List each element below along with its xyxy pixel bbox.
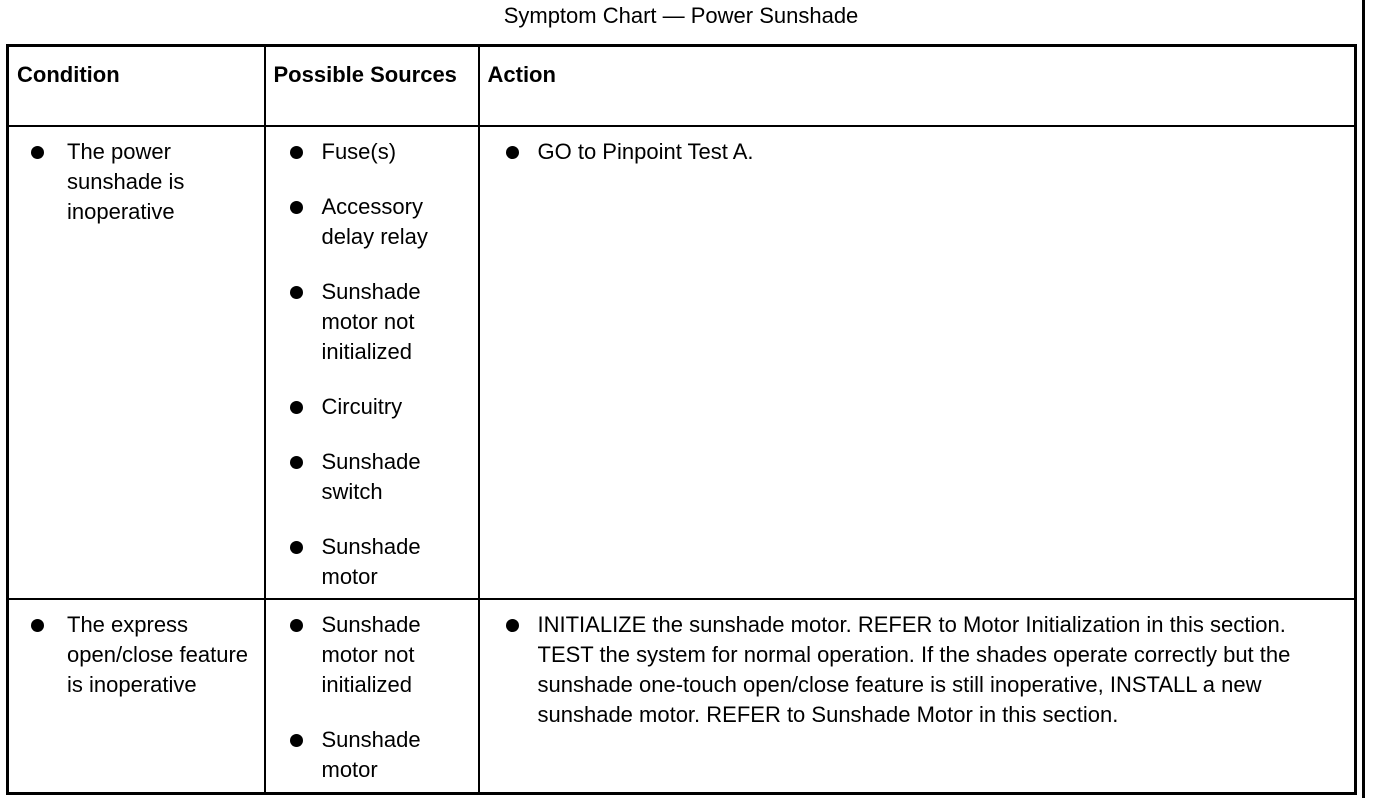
page-border-line	[1362, 0, 1365, 798]
source-text: Sunshade motor	[321, 726, 421, 782]
bullet-icon	[290, 734, 303, 747]
chart-caption: Symptom Chart — Power Sunshade	[503, 3, 859, 28]
action-text: INITIALIZE the sunshade motor. REFER to Motor Initialization in this section. TEST the system for normal operation. If the shades operate correctly but the sunshade one-touch open/close feature is still inoperative, INSTALL a new sunshade motor. REFER to Sunshade Motor in this section.	[537, 611, 1291, 727]
list-item	[266, 392, 478, 422]
source-text: Fuse(s)	[321, 138, 397, 164]
column-header-action: Action	[479, 46, 1356, 126]
bullet-icon	[290, 456, 303, 469]
bullet-icon	[290, 201, 303, 214]
condition-text: The express open/close feature is inoperative	[67, 611, 249, 697]
condition-cell	[8, 126, 265, 599]
table-row	[8, 126, 1356, 599]
table-header-row	[8, 46, 1356, 126]
source-text: Sunshade switch	[321, 448, 421, 504]
bullet-icon	[290, 619, 303, 632]
list-item	[266, 610, 478, 700]
bullet-icon	[31, 146, 44, 159]
column-header-possible-sources: Possible Sources	[265, 46, 479, 126]
possible-sources-cell	[265, 599, 479, 794]
action-cell	[479, 599, 1356, 794]
list-item	[480, 137, 1355, 167]
bullet-icon	[506, 619, 519, 632]
condition-text: The power sunshade is inoperative	[67, 138, 185, 224]
list-item	[9, 137, 264, 227]
list-item	[266, 277, 478, 367]
list-item	[266, 532, 478, 592]
condition-cell	[8, 599, 265, 794]
table-row	[8, 599, 1356, 794]
source-text: Circuitry	[321, 393, 403, 419]
bullet-icon	[290, 401, 303, 414]
bullet-icon	[31, 619, 44, 632]
source-text: Sunshade motor not initialized	[321, 278, 421, 364]
list-item	[9, 610, 264, 700]
list-item	[266, 447, 478, 507]
list-item	[266, 725, 478, 785]
list-item	[266, 137, 478, 167]
bullet-icon	[290, 146, 303, 159]
bullet-icon	[290, 541, 303, 554]
symptom-chart-table	[6, 44, 1357, 795]
list-item	[480, 610, 1355, 730]
action-cell	[479, 126, 1356, 599]
action-text: GO to Pinpoint Test A.	[537, 138, 754, 164]
bullet-icon	[290, 286, 303, 299]
possible-sources-cell	[265, 126, 479, 599]
list-item	[266, 192, 478, 252]
source-text: Accessory delay relay	[321, 193, 428, 249]
source-text: Sunshade motor	[321, 533, 421, 589]
column-header-condition: Condition	[8, 46, 265, 126]
bullet-icon	[506, 146, 519, 159]
source-text: Sunshade motor not initialized	[321, 611, 421, 697]
